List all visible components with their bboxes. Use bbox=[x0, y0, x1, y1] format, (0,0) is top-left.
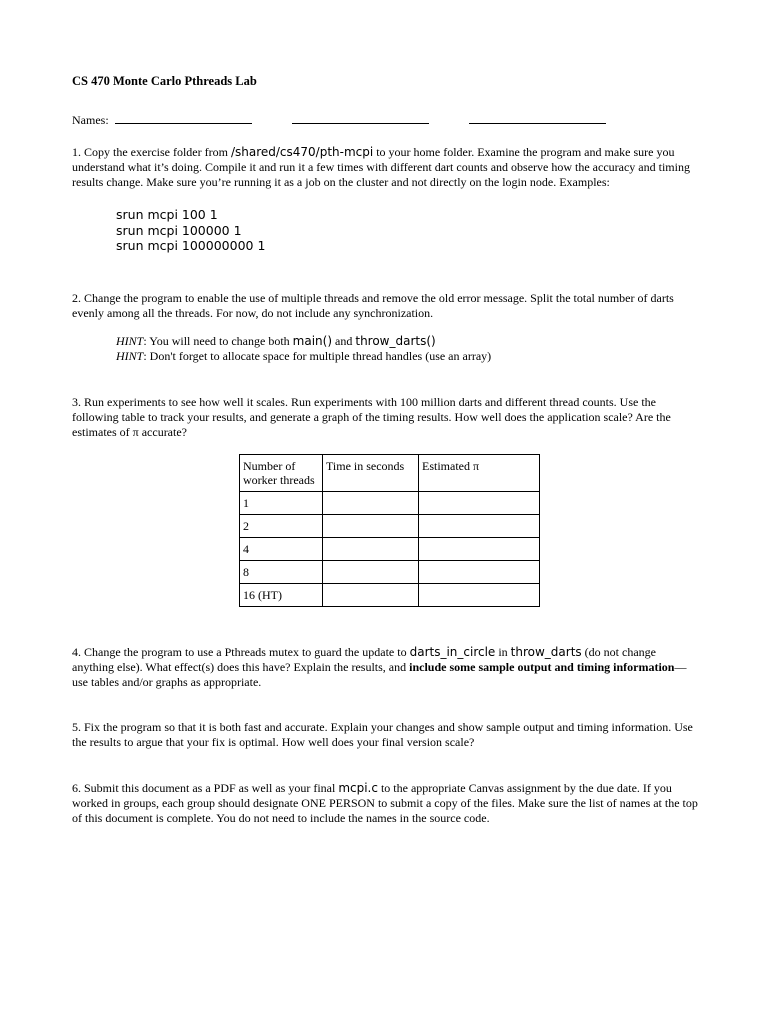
cell-threads: 4 bbox=[240, 537, 323, 560]
cell-threads: 1 bbox=[240, 491, 323, 514]
step-4-paragraph bbox=[72, 645, 698, 690]
cell-threads: 8 bbox=[240, 560, 323, 583]
cell-time bbox=[323, 560, 419, 583]
step-6-code-filename: mcpi.c bbox=[338, 780, 378, 795]
table-header-row bbox=[240, 454, 540, 491]
step-1-text-a: 1. Copy the exercise folder from bbox=[72, 145, 231, 159]
step-3-paragraph: 3. Run experiments to see how well it scales. Run experiments with 100 million darts and different thread counts. Use the following table to track your results, and generate a graph of the timing results. How well does the application scale? Are the estimates of π accurate? bbox=[72, 394, 671, 439]
table-row bbox=[240, 514, 540, 537]
step-2-paragraph: 2. Change the program to enable the use of multiple threads and remove the old error message. Split the total number of darts evenly among all the threads. For now, do not include any synchronization. bbox=[72, 290, 674, 320]
hint-1-code-throw-darts: throw_darts() bbox=[355, 333, 436, 348]
results-table bbox=[239, 454, 540, 607]
cell-estimate bbox=[419, 537, 540, 560]
step-6-text-b: to the appropriate Canvas assignment by the due date. If you worked in groups, each group should designate ONE PERSON to submit a copy of the files. Make sure the list of names at the top of this document is complete. You do not need to include the names in the source code. bbox=[72, 780, 698, 825]
example-commands bbox=[116, 207, 698, 254]
step-4-text-c: (do not change anything else). What effect(s) does this have? Explain the results, and bbox=[72, 644, 656, 674]
step-1-folder-path: /shared/cs470/pth-mcpi bbox=[230, 145, 374, 159]
step-5-paragraph: 5. Fix the program so that it is both fast and accurate. Explain your changes and show sample output and timing information. Use the results to argue that your fix is optimal. How well does your final version scale? bbox=[72, 719, 693, 749]
step-6-text-a: 6. Submit this document as a PDF as well as your final bbox=[72, 780, 339, 795]
step-4-code-darts-in-circle: darts_in_circle bbox=[409, 644, 496, 659]
cell-estimate bbox=[419, 583, 540, 606]
cell-threads: 16 (HT) bbox=[240, 583, 323, 606]
header-estimated-pi: Estimated π bbox=[419, 454, 540, 491]
example-command: srun mcpi 100000 1 bbox=[116, 222, 242, 238]
cell-time bbox=[323, 514, 419, 537]
cell-time bbox=[323, 583, 419, 606]
step-1-paragraph bbox=[72, 145, 698, 190]
hint-1 bbox=[116, 334, 698, 349]
example-command: srun mcpi 100000000 1 bbox=[116, 238, 266, 253]
hint-1-code-main: main() bbox=[292, 333, 333, 348]
hints bbox=[116, 334, 698, 364]
hint-1-text-a: : You will need to change both bbox=[143, 333, 293, 348]
header-threads: Number of worker threads bbox=[240, 454, 323, 491]
step-6-paragraph bbox=[72, 781, 698, 826]
header-time: Time in seconds bbox=[323, 454, 419, 491]
hint-2 bbox=[116, 349, 698, 364]
cell-estimate bbox=[419, 560, 540, 583]
hint-2-text: : Don't forget to allocate space for multiple thread handles (use an array) bbox=[143, 348, 492, 363]
hint-label: HINT bbox=[116, 348, 144, 363]
cell-time bbox=[323, 491, 419, 514]
step-4-code-throw-darts: throw_darts bbox=[510, 644, 582, 659]
names-line bbox=[72, 113, 698, 128]
names-label: Names: bbox=[72, 113, 109, 127]
cell-threads: 2 bbox=[240, 514, 323, 537]
document-title: CS 470 Monte Carlo Pthreads Lab bbox=[72, 74, 257, 88]
hint-label: HINT bbox=[116, 333, 144, 348]
step-4-text-b: in bbox=[495, 644, 511, 659]
cell-estimate bbox=[419, 514, 540, 537]
name-blank-2 bbox=[292, 113, 429, 124]
table-row bbox=[240, 560, 540, 583]
step-4-text-a: 4. Change the program to use a Pthreads mutex to guard the update to bbox=[72, 644, 410, 659]
table-row bbox=[240, 583, 540, 606]
cell-time bbox=[323, 537, 419, 560]
cell-estimate bbox=[419, 491, 540, 514]
example-command: srun mcpi 100 1 bbox=[116, 207, 218, 222]
table-row bbox=[240, 537, 540, 560]
name-blank-3 bbox=[469, 113, 606, 124]
lab-document bbox=[72, 74, 698, 826]
step-4-text-d: —use tables and/or graphs as appropriate. bbox=[72, 659, 687, 689]
table-row bbox=[240, 491, 540, 514]
step-4-bold-text: include some sample output and timing information bbox=[409, 659, 675, 674]
name-blank-1 bbox=[115, 113, 252, 124]
step-1-text-b: to your home folder. Examine the program and make sure you understand what it’s doing. Compile it and run it a few times with different dart counts and observe how the accuracy and timing results change. Make sure you’re running it as a job on the cluster and not directly on the login node. Examples: bbox=[72, 145, 690, 189]
hint-1-text-b: and bbox=[332, 333, 356, 348]
